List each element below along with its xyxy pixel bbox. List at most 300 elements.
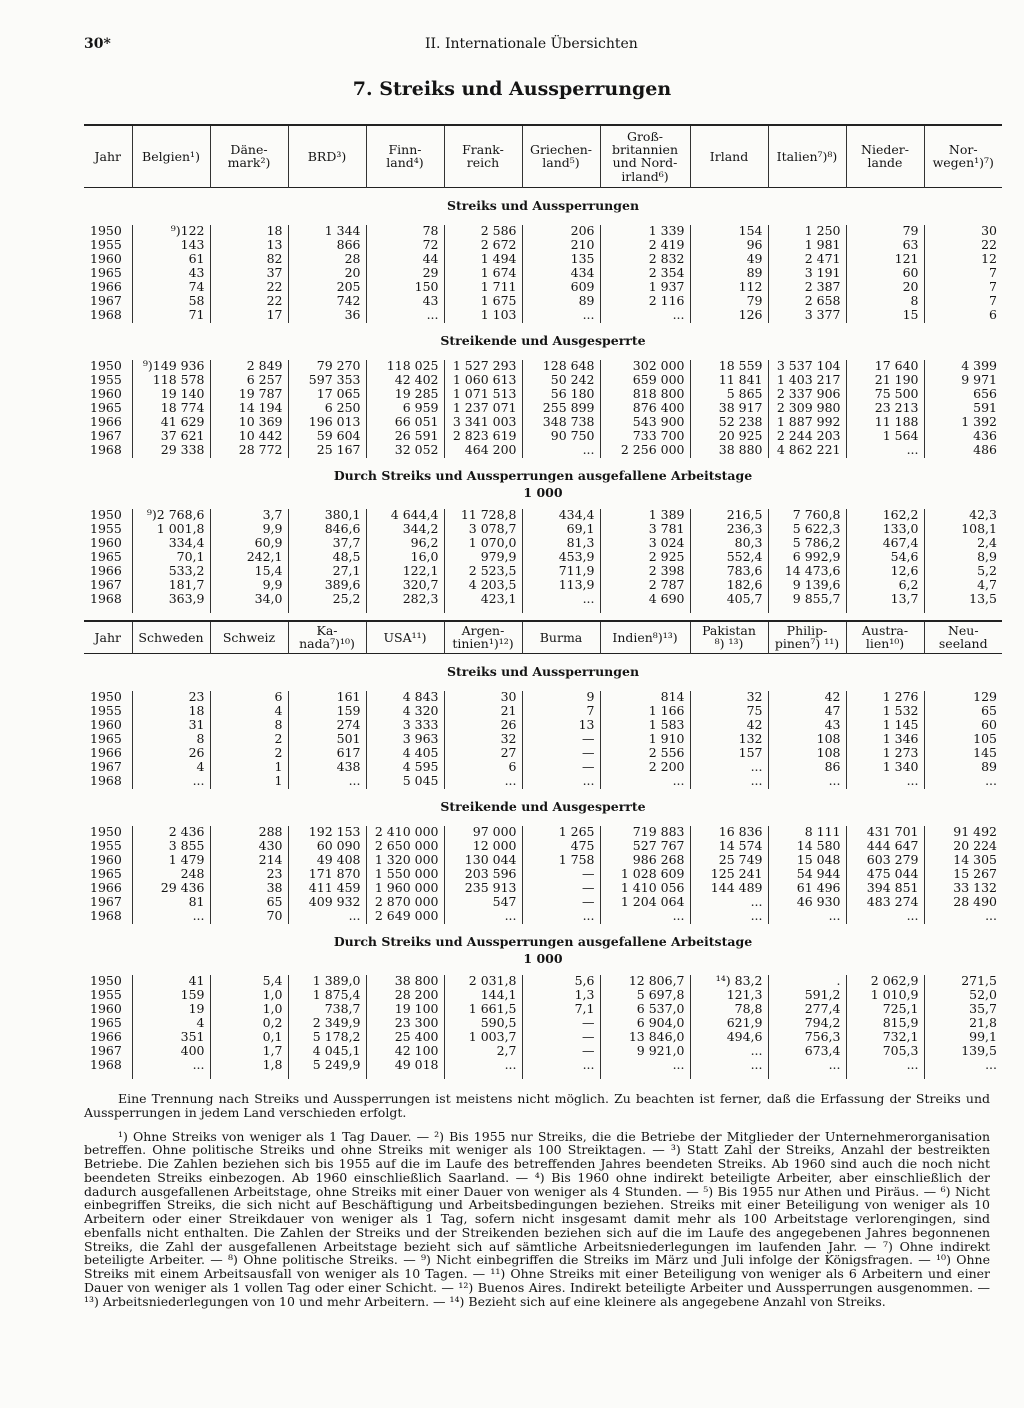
- column-header: Burma: [522, 621, 600, 653]
- value-cell: 21 190: [846, 374, 924, 388]
- column-header: Groß- britannien und Nord- irland⁶): [600, 125, 690, 187]
- group-label-row: [84, 789, 1002, 818]
- value-cell: 814: [600, 691, 690, 705]
- strike-table-other: [84, 620, 1002, 1079]
- table-row: [84, 444, 1002, 458]
- value-cell: 21,8: [924, 1017, 1002, 1031]
- value-cell: 128 648: [522, 360, 600, 374]
- value-cell: 3 855: [132, 840, 210, 854]
- value-cell: 1 910: [600, 733, 690, 747]
- value-cell: 96: [690, 239, 768, 253]
- value-cell: 527 767: [600, 840, 690, 854]
- column-header: BRD³): [288, 125, 366, 187]
- column-header: Italien⁷)⁸): [768, 125, 846, 187]
- value-cell: 50 242: [522, 374, 600, 388]
- value-cell: 48,5: [288, 551, 366, 565]
- value-cell: 3 537 104: [768, 360, 846, 374]
- value-cell: 54 944: [768, 868, 846, 882]
- value-cell: 434,4: [522, 509, 600, 523]
- value-cell: 43: [366, 295, 444, 309]
- value-cell: 20: [288, 267, 366, 281]
- value-cell: 5,6: [522, 975, 600, 989]
- value-cell: 590,5: [444, 1017, 522, 1031]
- value-cell: 129: [924, 691, 1002, 705]
- year-cell: 1965: [90, 400, 122, 416]
- value-cell: 19 140: [132, 388, 210, 402]
- value-cell: 29: [366, 267, 444, 281]
- table-row: [84, 1045, 1002, 1059]
- value-cell: 475: [522, 840, 600, 854]
- value-cell: 2 419: [600, 239, 690, 253]
- value-cell: 29 436: [132, 882, 210, 896]
- value-cell: 121: [846, 253, 924, 267]
- value-cell: ...: [522, 1059, 600, 1073]
- value-cell: 75: [690, 705, 768, 719]
- value-cell: 1 564: [846, 430, 924, 444]
- year-cell: 1950: [90, 223, 122, 239]
- table-row: [84, 295, 1002, 309]
- value-cell: 597 353: [288, 374, 366, 388]
- value-cell: 271,5: [924, 975, 1002, 989]
- table-row: [84, 309, 1002, 323]
- column-header: Ka- nada⁷)¹⁰): [288, 621, 366, 653]
- table-row: [84, 253, 1002, 267]
- value-cell: 236,3: [690, 523, 768, 537]
- table-row: [84, 565, 1002, 579]
- value-cell: ...: [600, 910, 690, 924]
- value-cell: 121,3: [690, 989, 768, 1003]
- value-cell: 13,5: [924, 593, 1002, 607]
- value-cell: 2 471: [768, 253, 846, 267]
- table-row: [84, 761, 1002, 775]
- value-cell: 6: [924, 309, 1002, 323]
- value-cell: 467,4: [846, 537, 924, 551]
- value-cell: 2 650 000: [366, 840, 444, 854]
- value-cell: 54,6: [846, 551, 924, 565]
- value-cell: 1,0: [210, 1003, 288, 1017]
- value-cell: 41: [132, 975, 210, 989]
- value-cell: 80,3: [690, 537, 768, 551]
- value-cell: 89: [522, 295, 600, 309]
- value-cell: 4 595: [366, 761, 444, 775]
- value-cell: 25 167: [288, 444, 366, 458]
- value-cell: 30: [444, 691, 522, 705]
- value-cell: 5 045: [366, 775, 444, 789]
- value-cell: 25 400: [366, 1031, 444, 1045]
- value-cell: 31: [132, 719, 210, 733]
- value-cell: 742: [288, 295, 366, 309]
- year-cell: 1955: [90, 237, 122, 253]
- value-cell: 547: [444, 896, 522, 910]
- value-cell: 8 111: [768, 826, 846, 840]
- value-cell: 2 349,9: [288, 1017, 366, 1031]
- value-cell: 196 013: [288, 416, 366, 430]
- value-cell: 719 883: [600, 826, 690, 840]
- group-unit-row: [84, 953, 1002, 967]
- value-cell: 126: [690, 309, 768, 323]
- value-cell: 60,9: [210, 537, 288, 551]
- group-unit-row: [84, 487, 1002, 501]
- value-cell: 159: [288, 705, 366, 719]
- value-cell: 4 843: [366, 691, 444, 705]
- group-label: Streiks und Aussperrungen: [446, 664, 640, 680]
- value-cell: 979,9: [444, 551, 522, 565]
- value-cell: 21: [444, 705, 522, 719]
- column-header: Belgien¹): [132, 125, 210, 187]
- value-cell: 130 044: [444, 854, 522, 868]
- value-cell: 483 274: [846, 896, 924, 910]
- table-row: [84, 747, 1002, 761]
- value-cell: 7 760,8: [768, 509, 846, 523]
- value-cell: 1 340: [846, 761, 924, 775]
- value-cell: 47: [768, 705, 846, 719]
- value-cell: 135: [522, 253, 600, 267]
- value-cell: 2 586: [444, 225, 522, 239]
- year-cell: 1968: [90, 908, 122, 924]
- value-cell: ...: [690, 910, 768, 924]
- group-label-row: [84, 458, 1002, 487]
- value-cell: 733 700: [600, 430, 690, 444]
- year-cell: 1960: [90, 852, 122, 868]
- value-cell: 1 981: [768, 239, 846, 253]
- value-cell: 2 256 000: [600, 444, 690, 458]
- value-cell: 255 899: [522, 402, 600, 416]
- value-cell: 405,7: [690, 593, 768, 607]
- table-row: [84, 593, 1002, 607]
- value-cell: 9 971: [924, 374, 1002, 388]
- value-cell: 4 405: [366, 747, 444, 761]
- value-cell: 444 647: [846, 840, 924, 854]
- value-cell: 105: [924, 733, 1002, 747]
- value-cell: 656: [924, 388, 1002, 402]
- value-cell: 27: [444, 747, 522, 761]
- value-cell: 2 200: [600, 761, 690, 775]
- value-cell: 33 132: [924, 882, 1002, 896]
- value-cell: 56 180: [522, 388, 600, 402]
- value-cell: 2 062,9: [846, 975, 924, 989]
- value-cell: 26 591: [366, 430, 444, 444]
- value-cell: 1 010,9: [846, 989, 924, 1003]
- year-cell: 1967: [90, 428, 122, 444]
- value-cell: 14 473,6: [768, 565, 846, 579]
- value-cell: 108,1: [924, 523, 1002, 537]
- year-cell: 1950: [90, 507, 122, 523]
- value-cell: 15,4: [210, 565, 288, 579]
- value-cell: 162,2: [846, 509, 924, 523]
- year-cell: 1965: [90, 549, 122, 565]
- column-header: Indien⁸)¹³): [600, 621, 690, 653]
- value-cell: 2 354: [600, 267, 690, 281]
- value-cell: 65: [924, 705, 1002, 719]
- value-cell: 13,7: [846, 593, 924, 607]
- value-cell: 552,4: [690, 551, 768, 565]
- value-cell: 96,2: [366, 537, 444, 551]
- value-cell: 6 250: [288, 402, 366, 416]
- value-cell: 26: [132, 747, 210, 761]
- value-cell: 71: [132, 309, 210, 323]
- value-cell: 90 750: [522, 430, 600, 444]
- value-cell: ...: [846, 444, 924, 458]
- value-cell: 37,7: [288, 537, 366, 551]
- value-cell: 5 865: [690, 388, 768, 402]
- year-cell: 1968: [90, 1057, 122, 1073]
- year-cell: 1965: [90, 265, 122, 281]
- value-cell: 242,1: [210, 551, 288, 565]
- value-cell: 14 574: [690, 840, 768, 854]
- value-cell: 673,4: [768, 1045, 846, 1059]
- value-cell: 1 003,7: [444, 1031, 522, 1045]
- value-cell: 389,6: [288, 579, 366, 593]
- value-cell: 42: [690, 719, 768, 733]
- year-cell: 1968: [90, 773, 122, 789]
- value-cell: —: [522, 868, 600, 882]
- year-cell: 1966: [90, 1029, 122, 1045]
- year-cell: 1960: [90, 535, 122, 551]
- value-cell: 18 774: [132, 402, 210, 416]
- value-cell: 16 836: [690, 826, 768, 840]
- value-cell: 28 490: [924, 896, 1002, 910]
- value-cell: 150: [366, 281, 444, 295]
- value-cell: 438: [288, 761, 366, 775]
- value-cell: 25,2: [288, 593, 366, 607]
- table-row: [84, 267, 1002, 281]
- value-cell: 2 337 906: [768, 388, 846, 402]
- value-cell: 86: [768, 761, 846, 775]
- value-cell: 5 249,9: [288, 1059, 366, 1073]
- year-cell: 1967: [90, 759, 122, 775]
- value-cell: 49 408: [288, 854, 366, 868]
- value-cell: 4: [132, 1017, 210, 1031]
- value-cell: 5,2: [924, 565, 1002, 579]
- value-cell: 705,3: [846, 1045, 924, 1059]
- year-cell: 1968: [90, 591, 122, 607]
- value-cell: 19: [132, 1003, 210, 1017]
- value-cell: 738,7: [288, 1003, 366, 1017]
- value-cell: 436: [924, 430, 1002, 444]
- value-cell: 1 887 992: [768, 416, 846, 430]
- value-cell: 2 410 000: [366, 826, 444, 840]
- value-cell: 1 758: [522, 854, 600, 868]
- value-cell: 0,1: [210, 1031, 288, 1045]
- value-cell: 1 532: [846, 705, 924, 719]
- value-cell: 60: [924, 719, 1002, 733]
- value-cell: 2: [210, 747, 288, 761]
- value-cell: 11 841: [690, 374, 768, 388]
- value-cell: 8: [132, 733, 210, 747]
- value-cell: 543 900: [600, 416, 690, 430]
- value-cell: ...: [288, 775, 366, 789]
- value-cell: 205: [288, 281, 366, 295]
- value-cell: 81,3: [522, 537, 600, 551]
- value-cell: 132: [690, 733, 768, 747]
- value-cell: 866: [288, 239, 366, 253]
- value-cell: 13 846,0: [600, 1031, 690, 1045]
- value-cell: 2 031,8: [444, 975, 522, 989]
- value-cell: 78: [366, 225, 444, 239]
- value-cell: 9 139,6: [768, 579, 846, 593]
- column-header: Frank- reich: [444, 125, 522, 187]
- column-header: Neu- seeland: [924, 621, 1002, 653]
- value-cell: 11 188: [846, 416, 924, 430]
- value-cell: 44: [366, 253, 444, 267]
- year-cell: 1950: [90, 973, 122, 989]
- value-cell: 248: [132, 868, 210, 882]
- year-cell: 1965: [90, 866, 122, 882]
- value-cell: 659 000: [600, 374, 690, 388]
- value-cell: 12,6: [846, 565, 924, 579]
- table-row: [84, 896, 1002, 910]
- value-cell: 1 960 000: [366, 882, 444, 896]
- value-cell: 8: [210, 719, 288, 733]
- value-cell: 17 640: [846, 360, 924, 374]
- value-cell: 59 604: [288, 430, 366, 444]
- value-cell: —: [522, 1017, 600, 1031]
- value-cell: 82: [210, 253, 288, 267]
- value-cell: 846,6: [288, 523, 366, 537]
- value-cell: 43: [132, 267, 210, 281]
- value-cell: 89: [924, 761, 1002, 775]
- value-cell: 15 267: [924, 868, 1002, 882]
- value-cell: 2 398: [600, 565, 690, 579]
- value-cell: 14 305: [924, 854, 1002, 868]
- value-cell: 70,1: [132, 551, 210, 565]
- value-cell: 1 410 056: [600, 882, 690, 896]
- value-cell: 1 674: [444, 267, 522, 281]
- column-header: Schweiz: [210, 621, 288, 653]
- value-cell: 75 500: [846, 388, 924, 402]
- value-cell: 431 701: [846, 826, 924, 840]
- value-cell: 1 060 613: [444, 374, 522, 388]
- value-cell: 621,9: [690, 1017, 768, 1031]
- value-cell: ...: [768, 775, 846, 789]
- value-cell: 10 369: [210, 416, 288, 430]
- value-cell: 43: [768, 719, 846, 733]
- group-label: Durch Streiks und Aussperrungen ausgefallene Arbeitstage: [333, 934, 753, 950]
- value-cell: 783,6: [690, 565, 768, 579]
- value-cell: 113,9: [522, 579, 600, 593]
- value-cell: 400: [132, 1045, 210, 1059]
- value-cell: 591,2: [768, 989, 846, 1003]
- value-cell: 1 937: [600, 281, 690, 295]
- value-cell: 1 250: [768, 225, 846, 239]
- value-cell: 1 001,8: [132, 523, 210, 537]
- table-row: [84, 551, 1002, 565]
- value-cell: ...: [690, 775, 768, 789]
- value-cell: ...: [522, 910, 600, 924]
- value-cell: 1 028 609: [600, 868, 690, 882]
- value-cell: 6: [210, 691, 288, 705]
- value-cell: 38 917: [690, 402, 768, 416]
- value-cell: 235 913: [444, 882, 522, 896]
- value-cell: 1 320 000: [366, 854, 444, 868]
- table-row: [84, 975, 1002, 989]
- value-cell: 2 658: [768, 295, 846, 309]
- column-header: Däne- mark²): [210, 125, 288, 187]
- value-cell: 4: [132, 761, 210, 775]
- value-cell: 122,1: [366, 565, 444, 579]
- value-cell: 206: [522, 225, 600, 239]
- value-cell: 1 527 293: [444, 360, 522, 374]
- value-cell: 23: [132, 691, 210, 705]
- value-cell: 159: [132, 989, 210, 1003]
- table-row: [84, 360, 1002, 374]
- value-cell: 4 203,5: [444, 579, 522, 593]
- value-cell: 72: [366, 239, 444, 253]
- year-cell: 1960: [90, 386, 122, 402]
- value-cell: 49 018: [366, 1059, 444, 1073]
- value-cell: 42: [768, 691, 846, 705]
- value-cell: 2 436: [132, 826, 210, 840]
- value-cell: 5 622,3: [768, 523, 846, 537]
- value-cell: ...: [690, 761, 768, 775]
- value-cell: 1 389,0: [288, 975, 366, 989]
- value-cell: 79: [690, 295, 768, 309]
- value-cell: 41 629: [132, 416, 210, 430]
- value-cell: 423,1: [444, 593, 522, 607]
- column-header: Finn- land⁴): [366, 125, 444, 187]
- value-cell: 9 855,7: [768, 593, 846, 607]
- value-cell: ...: [444, 775, 522, 789]
- value-cell: 815,9: [846, 1017, 924, 1031]
- value-cell: 23 213: [846, 402, 924, 416]
- value-cell: 58: [132, 295, 210, 309]
- column-header: USA¹¹): [366, 621, 444, 653]
- value-cell: 725,1: [846, 1003, 924, 1017]
- table-row: [84, 537, 1002, 551]
- value-cell: ...: [444, 910, 522, 924]
- value-cell: 79 270: [288, 360, 366, 374]
- value-cell: 464 200: [444, 444, 522, 458]
- value-cell: 16,0: [366, 551, 444, 565]
- table-row: [84, 374, 1002, 388]
- table-row: [84, 1031, 1002, 1045]
- value-cell: ...: [522, 444, 600, 458]
- value-cell: 181,7: [132, 579, 210, 593]
- value-cell: 60 090: [288, 840, 366, 854]
- year-cell: 1955: [90, 521, 122, 537]
- page-title: 7. Streiks und Aussperrungen: [352, 78, 672, 100]
- value-cell: ...: [522, 593, 600, 607]
- value-cell: —: [522, 882, 600, 896]
- value-cell: —: [522, 896, 600, 910]
- value-cell: 18: [210, 225, 288, 239]
- value-cell: 363,9: [132, 593, 210, 607]
- column-header: Argen- tinien¹)¹²): [444, 621, 522, 653]
- value-cell: 7: [924, 295, 1002, 309]
- value-cell: 876 400: [600, 402, 690, 416]
- value-cell: 15 048: [768, 854, 846, 868]
- value-cell: 344,2: [366, 523, 444, 537]
- table-row: [84, 1003, 1002, 1017]
- value-cell: 302 000: [600, 360, 690, 374]
- value-cell: 7: [924, 267, 1002, 281]
- strike-table-europe: [84, 124, 1002, 613]
- table-row: [84, 1017, 1002, 1031]
- value-cell: 19 100: [366, 1003, 444, 1017]
- year-cell: 1955: [90, 838, 122, 854]
- value-cell: ...: [768, 1059, 846, 1073]
- column-header: Schweden: [132, 621, 210, 653]
- value-cell: 1 339: [600, 225, 690, 239]
- value-cell: 1 071 513: [444, 388, 522, 402]
- value-cell: 533,2: [132, 565, 210, 579]
- table-row: [84, 733, 1002, 747]
- year-cell: 1966: [90, 414, 122, 430]
- value-cell: 277,4: [768, 1003, 846, 1017]
- value-cell: 125 241: [690, 868, 768, 882]
- value-cell: 409 932: [288, 896, 366, 910]
- table-row: [84, 579, 1002, 593]
